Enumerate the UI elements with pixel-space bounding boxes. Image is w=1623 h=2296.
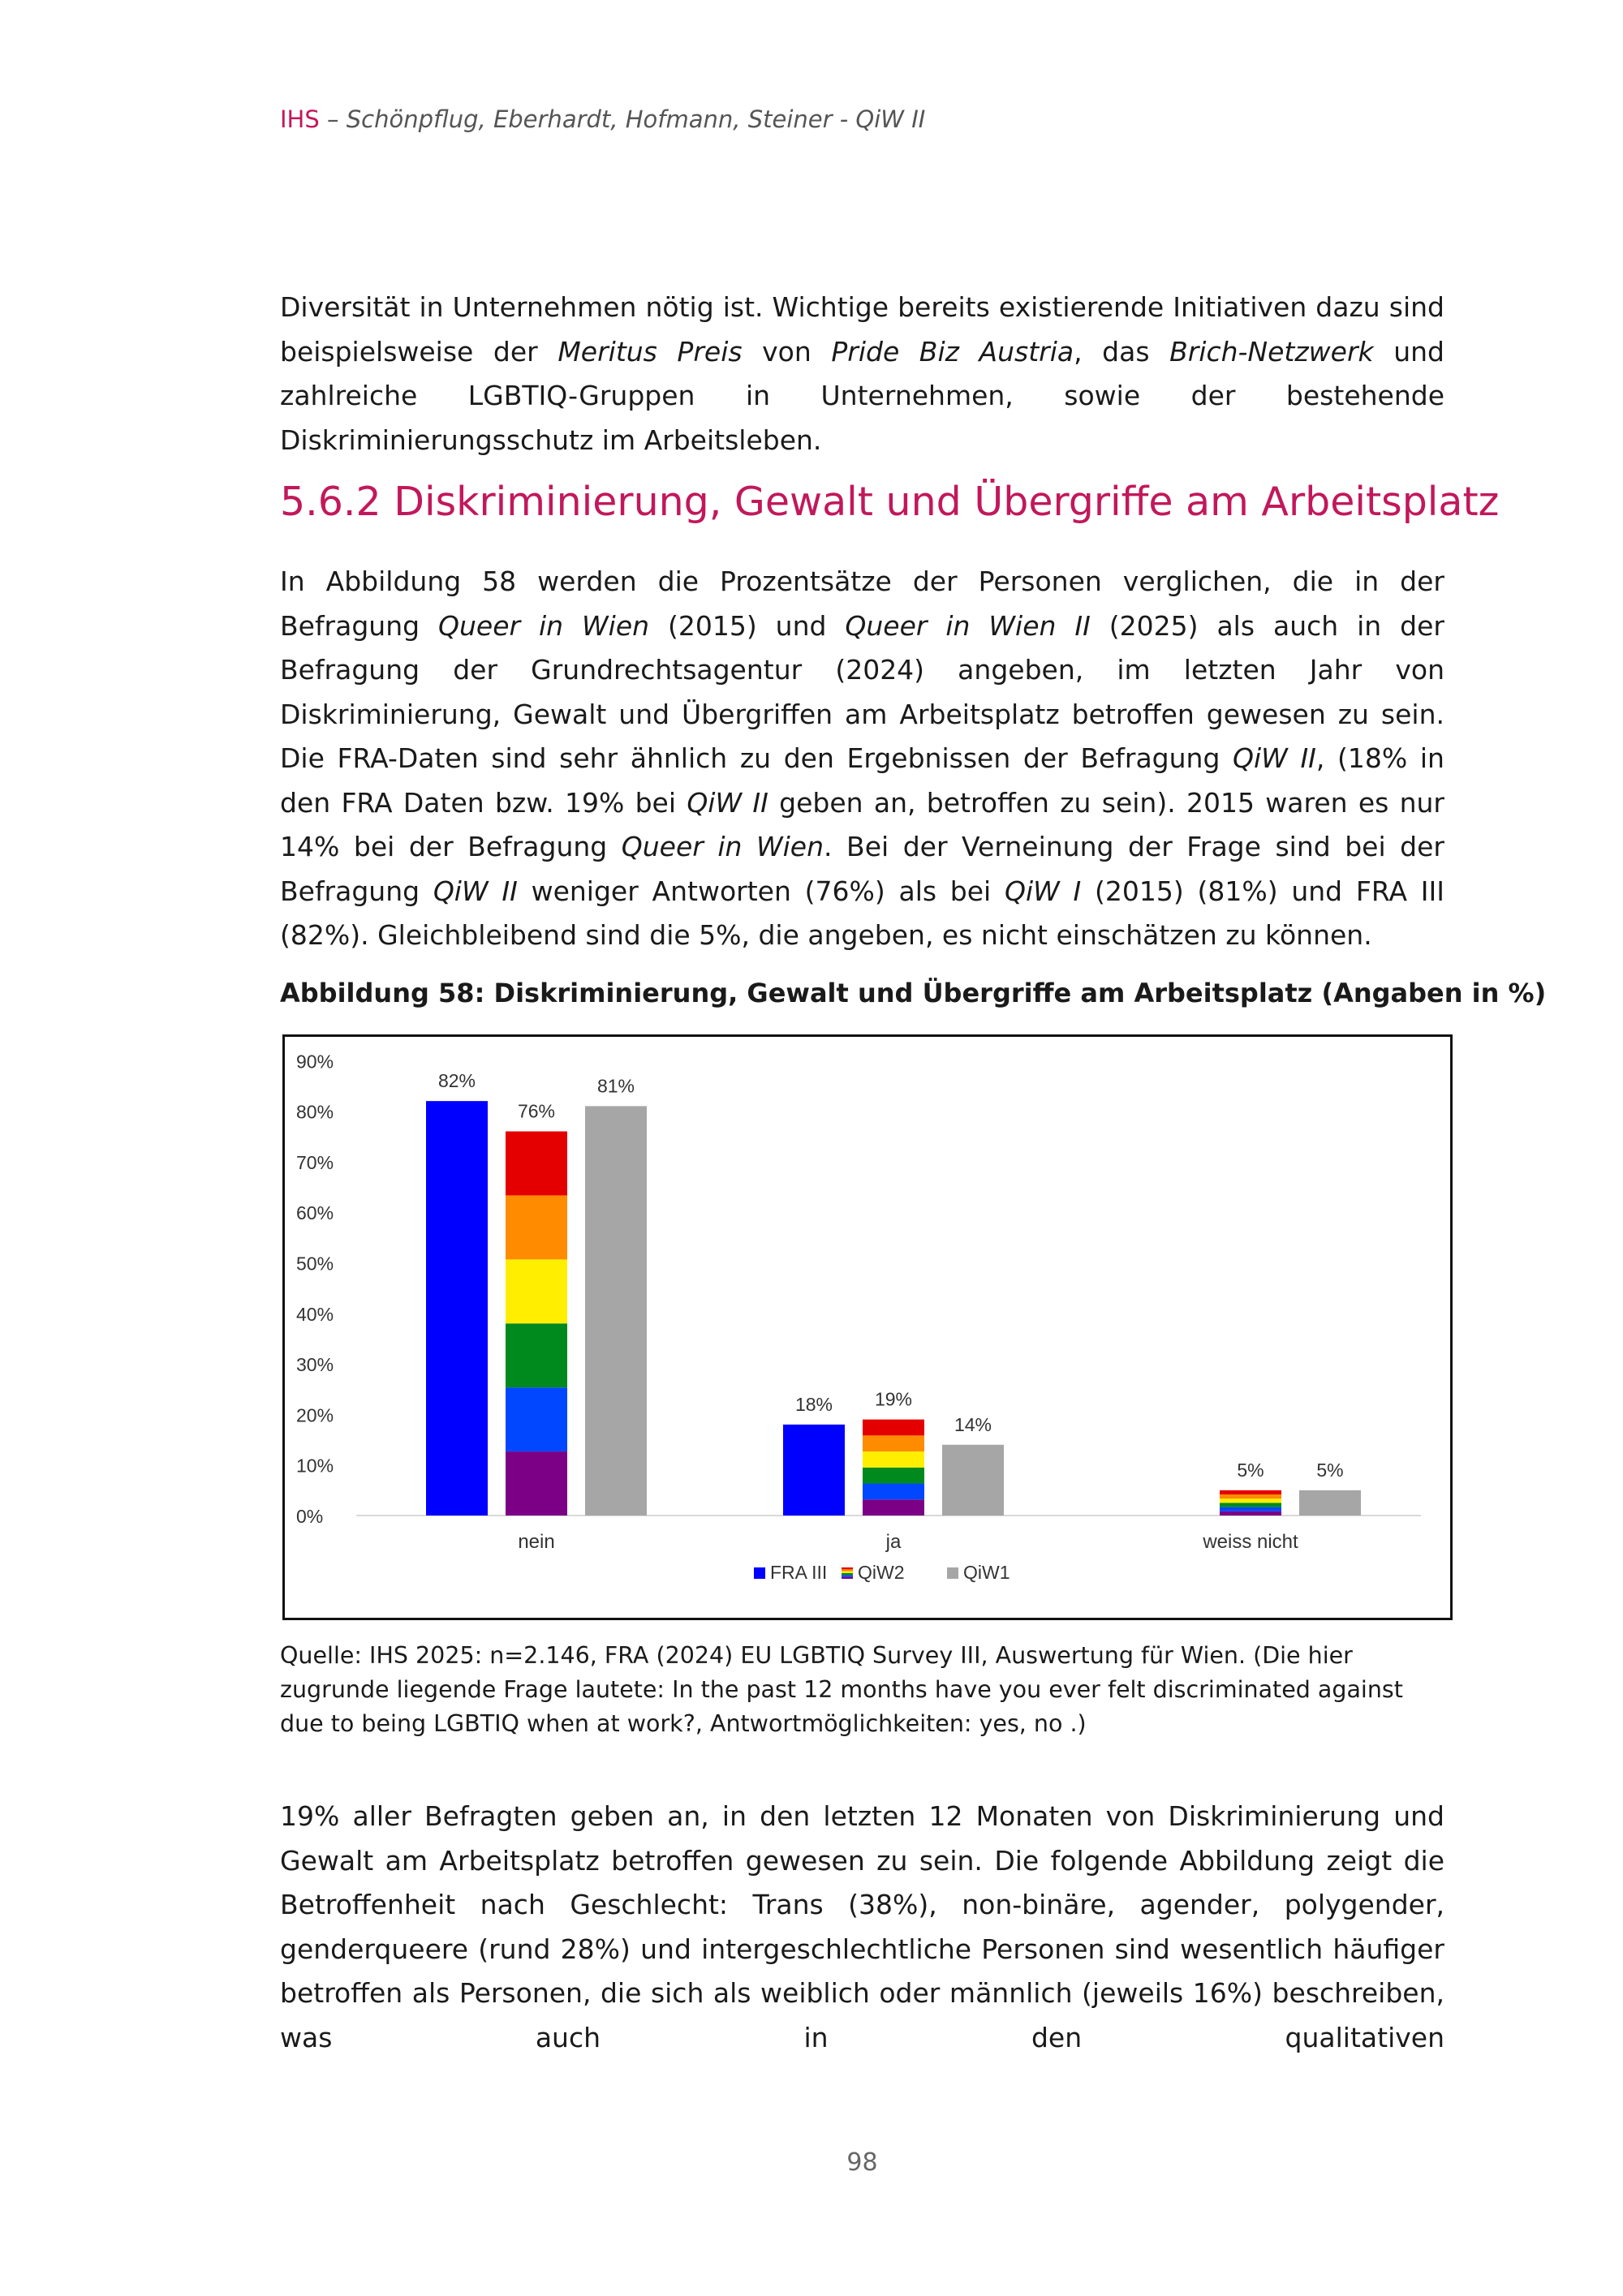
- source-text-2: , Antwortmöglichkeiten: yes, no .): [695, 1710, 1087, 1737]
- bar-stripe-qiw2: [1220, 1498, 1281, 1503]
- legend-swatch-qiw2: [842, 1572, 853, 1573]
- legend-swatch-qiw2: [842, 1575, 853, 1576]
- bar-stripe-qiw2: [1220, 1507, 1281, 1511]
- body-italic-6: QiW II: [433, 875, 518, 907]
- body-italic-2: Queer in Wien II: [845, 609, 1091, 642]
- x-category-label: ja: [885, 1531, 902, 1553]
- bar-stripe-qiw2: [506, 1387, 567, 1451]
- intro-italic-3: Brich-Netzwerk: [1169, 335, 1374, 368]
- bar-fra-iii: [426, 1101, 488, 1516]
- data-label: 81%: [596, 1075, 635, 1097]
- body-italic-1: Queer in Wien: [438, 609, 650, 642]
- legend-label: FRA III: [770, 1562, 828, 1583]
- bar-stripe-qiw2: [1220, 1494, 1281, 1498]
- body-paragraph: [280, 560, 1444, 958]
- source-text-1: Quelle: IHS 2025: n=2.146, FRA (2024) EU LGBTIQ Survey III, Auswertung für Wien. (Die hier zugrunde liegende Frage lautete: In the past 12 months have you ever felt discriminated against due to being LGBTIQ when at work?: [280, 1642, 1403, 1737]
- bar-stripe-qiw2: [1220, 1490, 1281, 1494]
- y-tick-label: 10%: [296, 1455, 334, 1477]
- intro-text-3: , das: [1074, 335, 1170, 368]
- chart-svg: [285, 1037, 1450, 1618]
- body-text-2: (2015) und: [649, 609, 846, 642]
- data-label: 5%: [1316, 1459, 1344, 1481]
- bar-chart: [282, 1034, 1453, 1620]
- bar-stripe-qiw2: [863, 1435, 924, 1451]
- bar-stripe-qiw2: [506, 1259, 567, 1323]
- body-italic-3: QiW II: [1233, 742, 1316, 774]
- bar-fra-iii: [783, 1425, 845, 1516]
- bar-stripe-qiw2: [863, 1484, 924, 1500]
- legend-swatch-qiw2: [842, 1567, 853, 1569]
- data-label: 18%: [794, 1393, 833, 1415]
- intro-text-4: und zahlreiche LGBTIQ-Gruppen in Unternehmen, sowie der bestehende Diskriminierungsschutz im Arbeitsleben.: [280, 335, 1444, 456]
- legend-label: QiW1: [963, 1562, 1010, 1583]
- y-tick-label: 0%: [296, 1506, 324, 1527]
- section-title: 5.6.2 Diskriminierung, Gewalt und Übergriffe am Arbeitsplatz: [280, 479, 1500, 525]
- body-text-8: (2015) (81%) und FRA III (82%). Gleichbleibend sind die 5%, die angeben, es nicht einschätzen zu können.: [280, 875, 1444, 951]
- bar-stripe-qiw2: [506, 1195, 567, 1259]
- bar-stripe-qiw2: [863, 1420, 924, 1436]
- data-label: 76%: [517, 1100, 556, 1122]
- bar-stripe-qiw2: [863, 1451, 924, 1468]
- x-category-label: nein: [518, 1531, 555, 1553]
- y-tick-label: 30%: [296, 1354, 334, 1376]
- data-label: 5%: [1237, 1459, 1264, 1481]
- body-text-4: , (18% in den FRA Daten bzw. 19% bei: [280, 742, 1444, 819]
- y-tick-label: 20%: [296, 1404, 334, 1426]
- intro-text-2: von: [742, 335, 832, 368]
- body-text-3: (2025) als auch in der Befragung der Grundrechtsagentur (2024) angeben, im letzten Jahr von Diskriminierung, Gewalt und Übergriffen am Arbeitsplatz betroffen gewesen zu sein. Die FRA-Daten sind sehr ähnlich zu den Ergebnissen der Befragung: [280, 609, 1444, 774]
- intro-italic-2: Pride Biz Austria: [831, 335, 1074, 368]
- intro-italic-1: Meritus Preis: [558, 335, 743, 368]
- bar-qiw1: [585, 1106, 647, 1516]
- y-tick-label: 40%: [296, 1303, 334, 1325]
- body-italic-5: Queer in Wien: [621, 831, 824, 862]
- bar-qiw1: [1299, 1490, 1361, 1516]
- legend-swatch-qiw1: [947, 1567, 958, 1579]
- data-label: 19%: [874, 1388, 913, 1410]
- bar-stripe-qiw2: [1220, 1511, 1281, 1516]
- y-tick-label: 60%: [296, 1202, 334, 1224]
- body-italic-7: QiW I: [1004, 875, 1082, 907]
- body-italic-4: QiW II: [687, 786, 768, 819]
- bar-stripe-qiw2: [1220, 1503, 1281, 1507]
- body-text-7: weniger Antworten (76%) als bei: [517, 875, 1005, 907]
- header-authors: – Schönpflug, Eberhardt, Hofmann, Steiner - QiW II: [319, 105, 926, 133]
- legend-swatch-qiw2: [842, 1569, 853, 1571]
- intro-paragraph: [280, 286, 1444, 462]
- y-tick-label: 90%: [296, 1051, 334, 1073]
- body-text-5: geben an, betroffen zu sein). 2015 waren es nur 14% bei der Befragung: [280, 786, 1445, 862]
- x-category-label: weiss nicht: [1203, 1531, 1298, 1553]
- page-number: 98: [846, 2148, 878, 2177]
- bar-qiw1: [942, 1445, 1004, 1516]
- data-label: 14%: [954, 1413, 992, 1435]
- bar-stripe-qiw2: [863, 1499, 924, 1516]
- bar-stripe-qiw2: [506, 1323, 567, 1387]
- closing-paragraph: [280, 1795, 1444, 2060]
- y-tick-label: 70%: [296, 1151, 334, 1173]
- source-note: [280, 1639, 1444, 1741]
- bar-stripe-qiw2: [506, 1132, 567, 1196]
- bar-stripe-qiw2: [506, 1451, 567, 1516]
- legend-swatch-qiw2: [842, 1573, 853, 1575]
- data-label: 82%: [437, 1070, 476, 1092]
- intro-text-1: Diversität in Unternehmen nötig ist. Wichtige bereits existierende Initiativen dazu sind beispielsweise der: [280, 291, 1444, 368]
- y-tick-label: 80%: [296, 1101, 334, 1123]
- figure-caption: Abbildung 58: Diskriminierung, Gewalt und Übergriffe am Arbeitsplatz (Angaben in %): [280, 978, 1547, 1008]
- closing-text-1: 19% aller Befragten geben an, in den letzten 12 Monaten von Diskriminierung und Gewalt am Arbeitsplatz betroffen gewesen zu sein. Die folgende Abbildung zeigt die Betroffenheit nach Geschlecht: Trans (38%), non-binäre, agender, polygender, genderqueere (rund 28%) und intergeschlechtliche Personen sind wesentlich häufiger betroffen als Personen, die sich als weiblich oder männlich (jeweils 16%) beschreiben, was auch in den qualitativen: [280, 1800, 1444, 2053]
- legend-swatch-qiw2: [842, 1577, 853, 1579]
- running-header: [280, 105, 925, 133]
- legend-swatch-fra-iii: [754, 1567, 765, 1579]
- body-text-1: In Abbildung 58 werden die Prozentsätze der Personen verglichen, die in der Befragung: [280, 565, 1444, 642]
- header-brand: IHS: [280, 105, 320, 133]
- legend-label: QiW2: [858, 1562, 905, 1583]
- body-text-6: . Bei der Verneinung der Frage sind bei der Befragung: [280, 831, 1444, 907]
- y-tick-label: 50%: [296, 1253, 334, 1275]
- bar-stripe-qiw2: [863, 1468, 924, 1484]
